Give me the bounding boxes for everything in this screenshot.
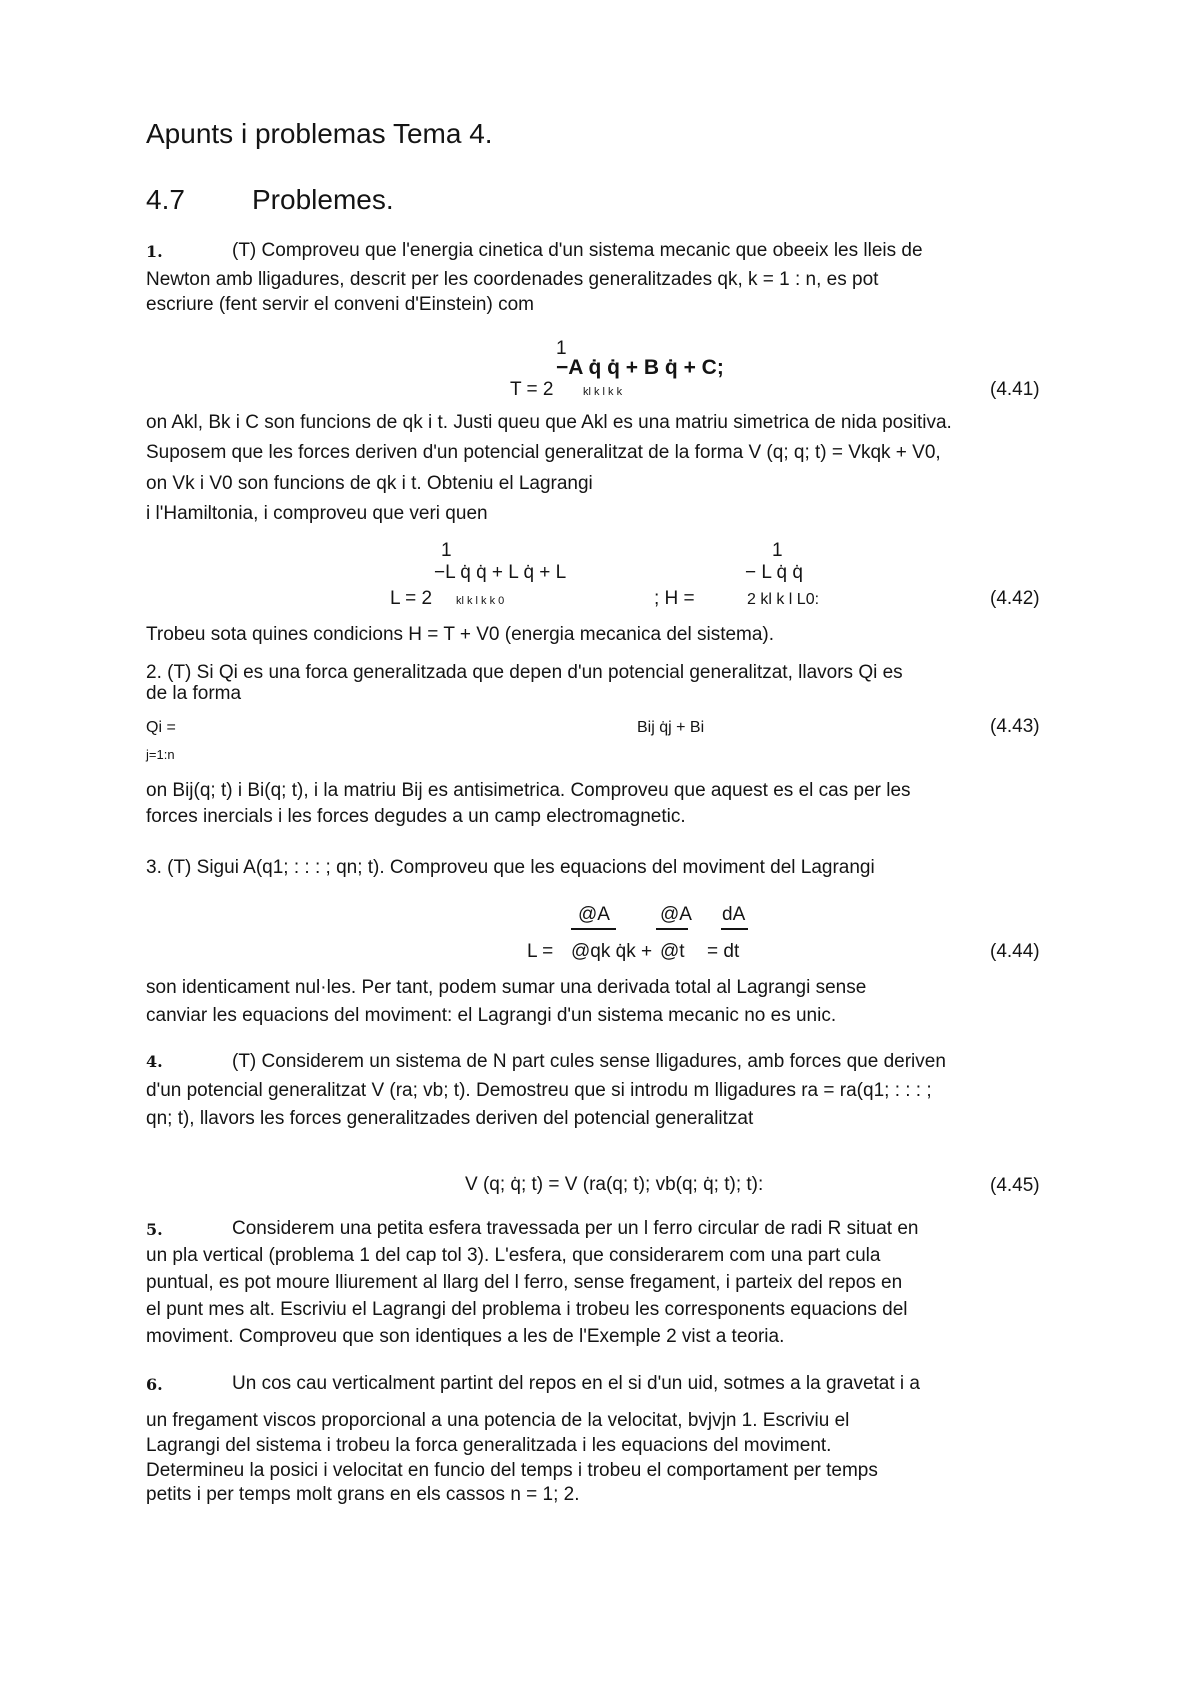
problem-5-line-4: el punt mes alt. Escriviu el Lagrangi del problema i trobeu les corresponents equacions del xyxy=(146,1299,908,1320)
problem-1-line-2: Newton amb lligadures, descrit per les coordenades generalitzades qk, k = 1 : n, es pot xyxy=(146,269,879,290)
problem-6-number: 6. xyxy=(146,1375,163,1394)
problem-1-line-4: on Akl, Bk i C son funcions de qk i t. Justi queu que Akl es una matriu simetrica de nida positiva. xyxy=(146,412,952,433)
eq-4-44-label: (4.44) xyxy=(990,941,1040,962)
problem-2-line-3: on Bij(q; t) i Bi(q; t), i la matriu Bij es antisimetrica. Comproveu que aquest es el cas per les xyxy=(146,780,911,801)
eq-4-42-hamiltonian-sub: 2 kl k l L0: xyxy=(747,591,820,608)
eq-4-44-den-1: @qk q̇k + xyxy=(571,941,653,962)
section-number: 4.7 xyxy=(146,184,185,215)
eq-4-43-lhs: Qi = xyxy=(146,719,176,736)
problem-4-number: 4. xyxy=(146,1052,163,1071)
problem-1-line-6: on Vk i V0 son funcions de qk i t. Obteniu el Lagrangi xyxy=(146,473,593,494)
problem-4-line-3: qn; t), llavors les forces generalitzades deriven del potencial generalitzat xyxy=(146,1108,754,1129)
problem-1-line-3: escriure (fent servir el conveni d'Einstein) com xyxy=(146,294,534,315)
eq-4-42-one-left: 1 xyxy=(441,540,452,561)
eq-4-41-lhs: T = 2 xyxy=(510,379,554,400)
problem-3-line-3: canviar les equacions del moviment: el Lagrangi d'un sistema mecanic no es unic. xyxy=(146,1005,837,1026)
eq-4-45: V (q; q̇; t) = V (ra(q; t); vb(q; q̇; t); t): xyxy=(465,1174,764,1195)
document-title: Apunts i problemas Tema 4. xyxy=(146,118,493,149)
problem-3-line-2: son identicament nul·les. Per tant, podem sumar una derivada total al Lagrangi sense xyxy=(146,977,867,998)
eq-4-45-label: (4.45) xyxy=(990,1175,1040,1196)
eq-4-41-subscripts: kl k l k k xyxy=(583,386,623,398)
eq-4-42-subscripts: kl k l k k 0 xyxy=(456,595,505,607)
eq-4-42-hamiltonian-lhs: ; H = xyxy=(654,588,695,609)
problem-1-line-7: i l'Hamiltonia, i comproveu que veri quen xyxy=(146,503,488,524)
problem-5-line-1: Considerem una petita esfera travessada per un l ferro circular de radi R situat en xyxy=(232,1218,919,1239)
problem-3-line-1: 3. (T) Sigui A(q1; : : : ; qn; t). Comproveu que les equacions del moviment del Lagrangi xyxy=(146,857,875,878)
section-title: Problemes. xyxy=(252,184,394,215)
problem-1-number: 1. xyxy=(146,242,163,261)
eq-4-41-label: (4.41) xyxy=(990,379,1040,400)
eq-4-42-label: (4.42) xyxy=(990,588,1040,609)
eq-4-41-main: −A q̇ q̇ + B q̇ + C; xyxy=(556,356,724,379)
problem-6-line-2: un fregament viscos proporcional a una potencia de la velocitat, bvjvjn 1. Escriviu el xyxy=(146,1410,850,1431)
eq-4-44-den-3: = dt xyxy=(707,941,740,962)
eq-4-43-rhs: Bij q̇j + Bi xyxy=(637,719,705,736)
problem-1-line-5: Suposem que les forces deriven d'un potencial generalitzat de la forma V (q; q; t) = Vkqk + V0, xyxy=(146,442,941,463)
problem-2-line-4: forces inercials i les forces degudes a un camp electromagnetic. xyxy=(146,806,686,827)
eq-4-43-sum-range: j=1:n xyxy=(146,747,175,762)
problem-1-line-8: Trobeu sota quines condicions H = T + V0 (energia mecanica del sistema). xyxy=(146,624,775,645)
problem-5-line-2: un pla vertical (problema 1 del cap tol 3). L'esfera, que considerarem com una part cula xyxy=(146,1245,881,1266)
eq-4-44-fraction-bar-2 xyxy=(656,928,688,930)
problem-2-line-2: de la forma xyxy=(146,683,242,704)
eq-4-44-num-2: @A xyxy=(660,904,692,925)
problem-6-line-1: Un cos cau verticalment partint del repos en el si d'un uid, sotmes a la gravetat i a xyxy=(232,1373,920,1394)
eq-4-44-den-2: @t xyxy=(660,941,685,962)
eq-4-41-numerator: 1 xyxy=(556,338,567,359)
problem-5-line-5: moviment. Comproveu que son identiques a les de l'Exemple 2 vist a teoria. xyxy=(146,1326,785,1347)
problem-5-line-3: puntual, es pot moure lliurement al llarg del l ferro, sense fregament, i parteix del repos en xyxy=(146,1272,903,1293)
eq-4-42-lhs: L = 2 xyxy=(390,588,433,609)
eq-4-44-fraction-bar-3 xyxy=(721,928,748,930)
eq-4-44-num-3: dA xyxy=(722,904,746,925)
problem-4-line-2: d'un potencial generalitzat V (ra; vb; t). Demostreu que si introdu m lligadures ra = ra(q1; : : : ; xyxy=(146,1080,932,1101)
problem-2-line-1: 2. (T) Si Qi es una forca generalitzada que depen d'un potencial generalitzat, llavors Qi es xyxy=(146,662,903,683)
eq-4-44-fraction-bar-1 xyxy=(571,928,616,930)
problem-1-line-1: (T) Comproveu que l'energia cinetica d'un sistema mecanic que obeeix les lleis de xyxy=(232,240,923,261)
eq-4-44-lhs: L = xyxy=(527,941,554,962)
problem-6-line-4: Determineu la posici i velocitat en funcio del temps i trobeu el comportament per temps xyxy=(146,1460,878,1481)
eq-4-42-lagrangian: −L q̇ q̇ + L q̇ + L xyxy=(434,562,567,583)
problem-4-line-1: (T) Considerem un sistema de N part cules sense lligadures, amb forces que deriven xyxy=(232,1051,946,1072)
eq-4-44-num-1: @A xyxy=(578,904,610,925)
problem-6-line-3: Lagrangi del sistema i trobeu la forca generalitzada i les equacions del moviment. xyxy=(146,1435,832,1456)
problem-6-line-5: petits i per temps molt grans en els cassos n = 1; 2. xyxy=(146,1484,580,1505)
eq-4-42-hamiltonian: − L q̇ q̇ xyxy=(745,562,803,583)
problem-5-number: 5. xyxy=(146,1220,163,1239)
eq-4-43-label: (4.43) xyxy=(990,716,1040,737)
eq-4-42-one-right: 1 xyxy=(772,540,783,561)
